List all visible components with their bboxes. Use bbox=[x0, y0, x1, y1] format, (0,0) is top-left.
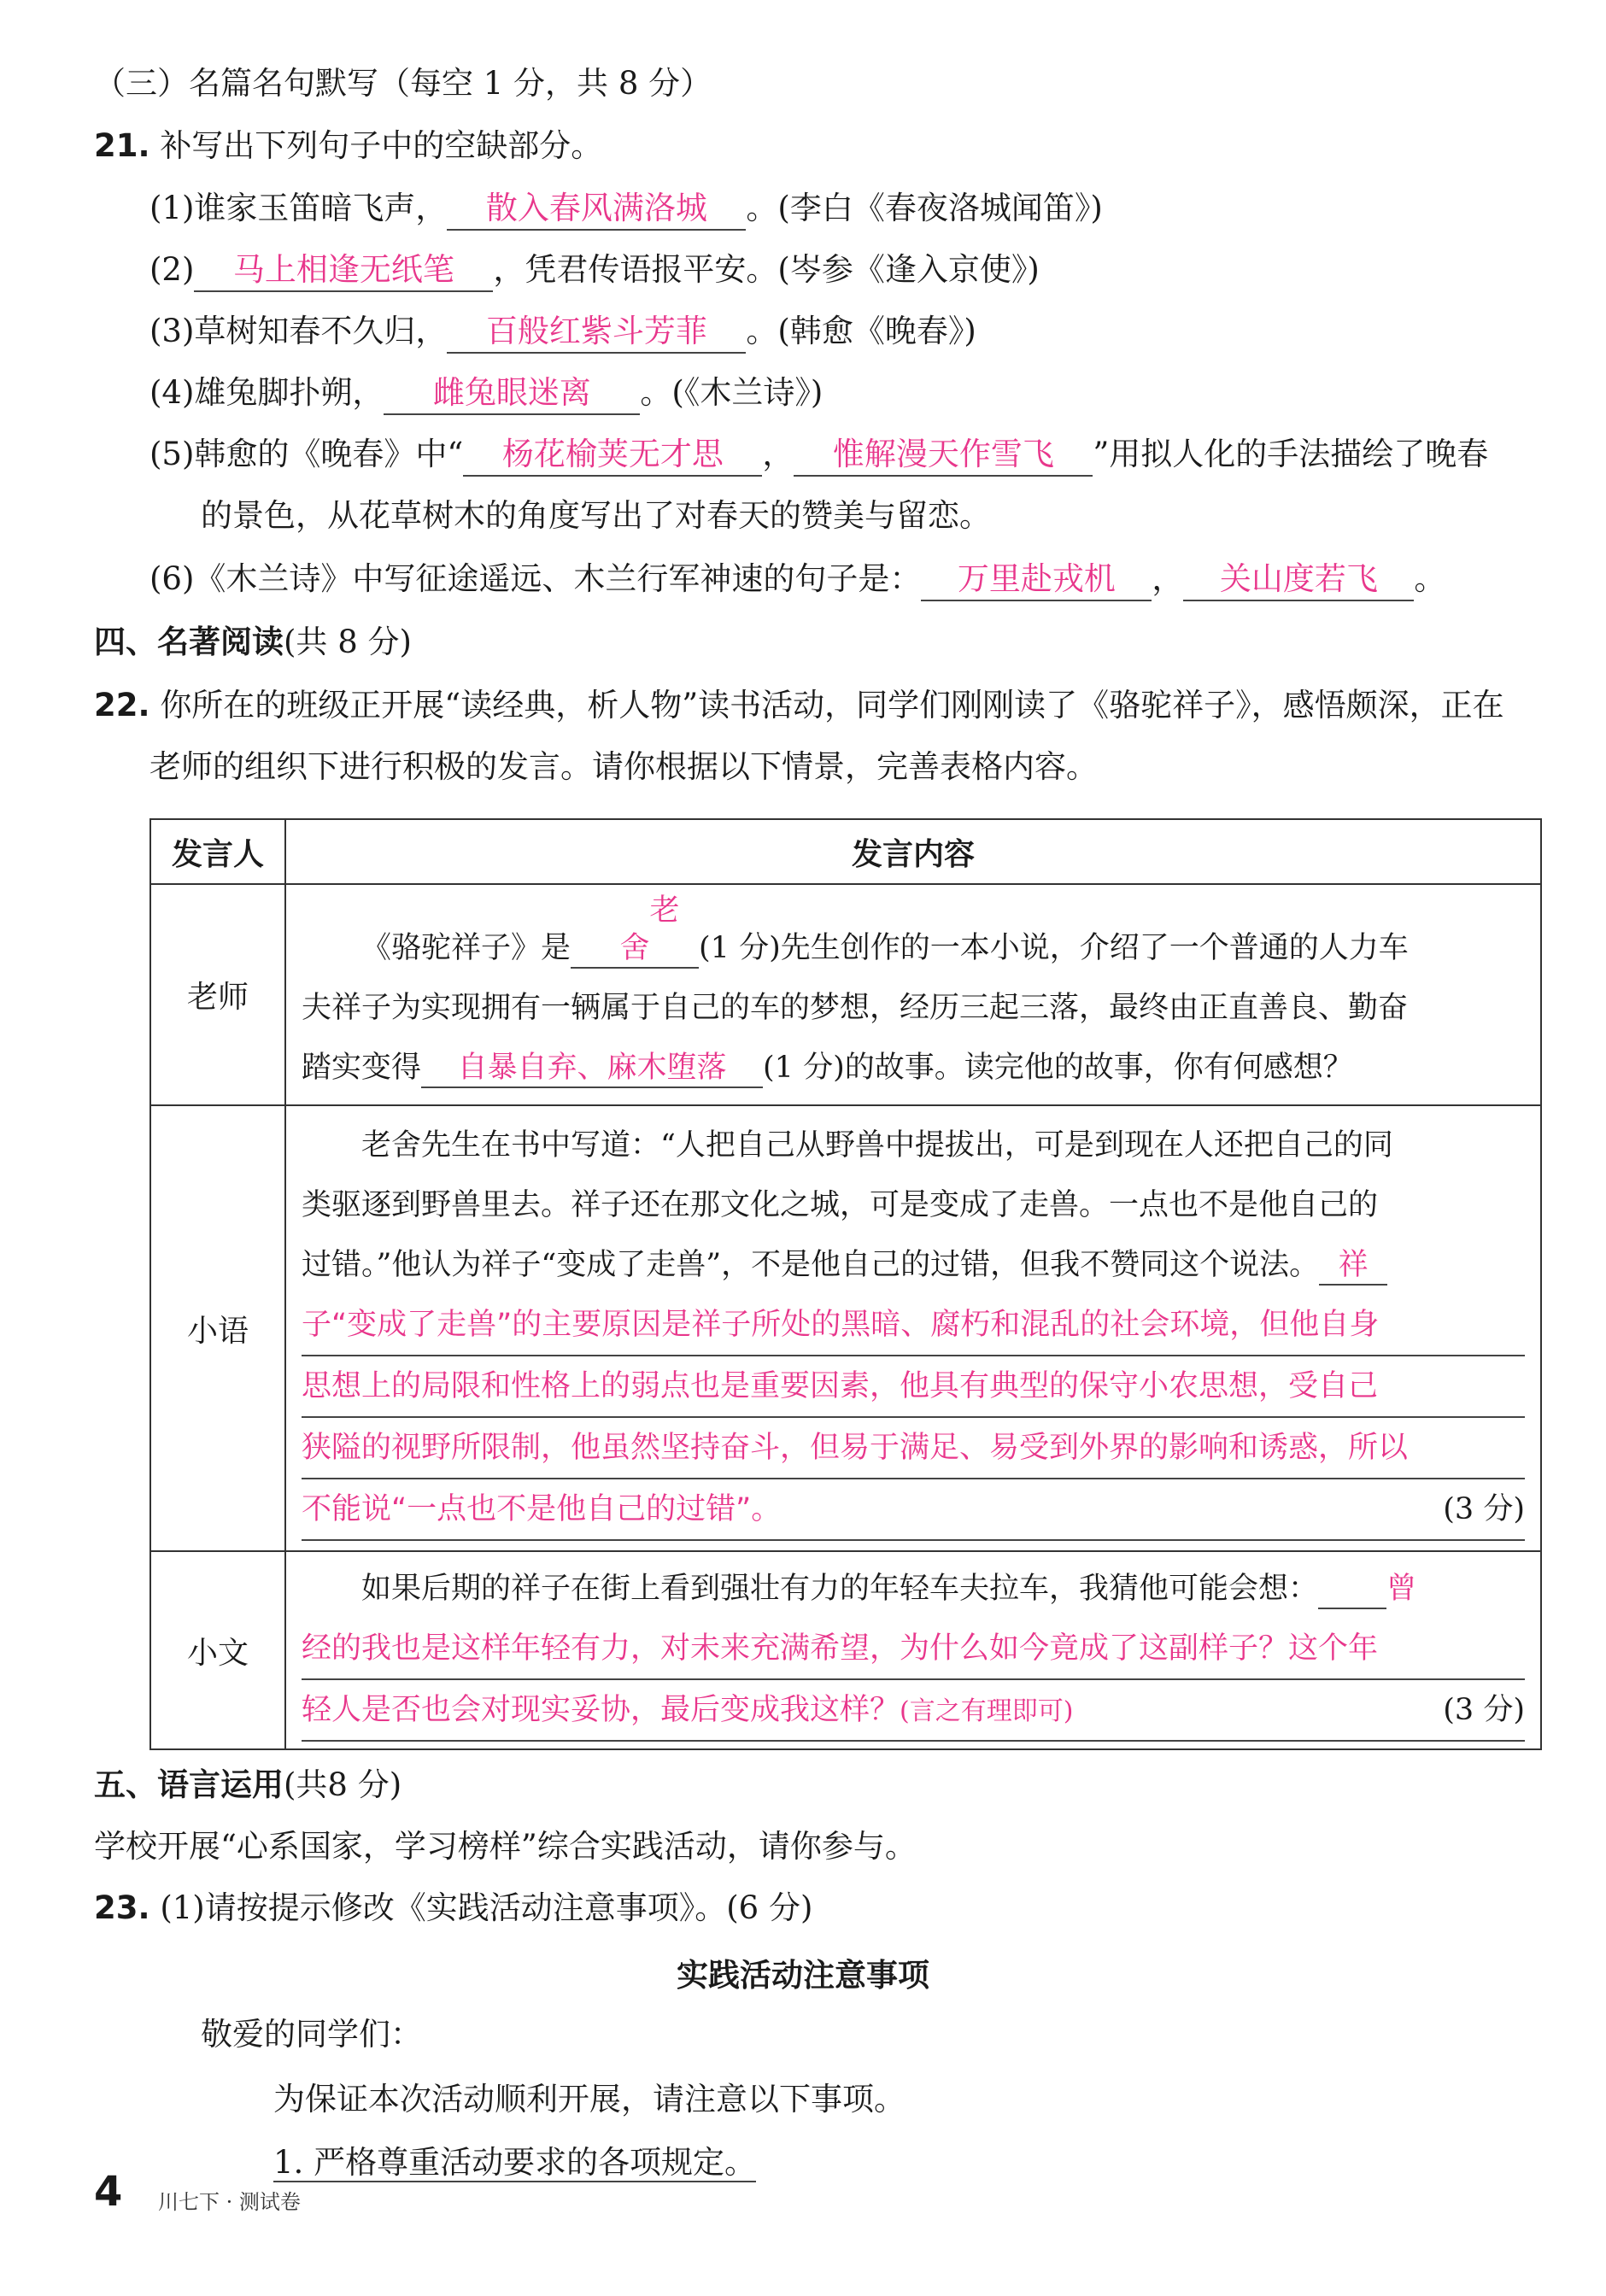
page-number: 4 bbox=[94, 2168, 123, 2216]
speaker-xiaowen: 小文 bbox=[150, 1551, 285, 1749]
section-title-5 bbox=[94, 1763, 402, 1807]
question-21-stem bbox=[94, 124, 602, 168]
item-text: ”用拟人化的手法描绘了晚春 bbox=[1093, 436, 1489, 472]
answer-field: 雌兔眼迷离 bbox=[384, 372, 640, 415]
item-text: 。(韩愈《晚春》) bbox=[746, 313, 976, 349]
item-text: ，凭君传语报平安。(岑参《逢入京使》) bbox=[493, 251, 1040, 288]
answer-field: 万里赴戎机 bbox=[921, 559, 1152, 601]
cell-text: (1 分)的故事。读完他的故事，你有何感想？ bbox=[763, 1051, 1353, 1085]
answer-field: 曾 bbox=[1318, 1570, 1386, 1609]
section-title-4 bbox=[94, 620, 412, 665]
q21-item-4 bbox=[149, 371, 823, 415]
score-label: (3 分) bbox=[1443, 1492, 1525, 1526]
column-header-speaker: 发言人 bbox=[150, 819, 285, 884]
table-row-xiaoyu bbox=[150, 1105, 1541, 1551]
question-text: (1)请按提示修改《实践活动注意事项》。(6 分) bbox=[160, 1889, 813, 1926]
answer-text: 轻人是否也会对现实妥协，最后变成我这样？ bbox=[302, 1693, 900, 1727]
question-number: 21. bbox=[94, 127, 150, 164]
q21-item-6 bbox=[149, 557, 1445, 601]
answer-text: 思想上的局限和性格上的弱点也是重要因素，他具有典型的保守小农思想，受自己 bbox=[302, 1369, 1379, 1403]
answer-field: 马上相逢无纸笔 bbox=[194, 249, 493, 292]
section-score: (共8 分) bbox=[284, 1766, 402, 1803]
item-text: (3)草树知春不久归， bbox=[149, 313, 448, 349]
notice-item-1 bbox=[273, 2141, 756, 2185]
content-teacher bbox=[285, 884, 1541, 1105]
footer-label: 川七下 · 测试卷 bbox=[158, 2190, 301, 2214]
answer-note: (言之有理即可) bbox=[900, 1696, 1074, 1726]
question-text: 你所在的班级正开展“读经典，析人物”读书活动，同学们刚刚读了《骆驼祥子》，感悟颇深，正在 bbox=[160, 687, 1504, 723]
cell-text: 《骆驼祥子》是 bbox=[361, 931, 571, 965]
section-title-3: （三）名篇名句默写（每空 1 分，共 8 分） bbox=[94, 65, 712, 102]
cell-text: (1 分)先生创作的一本小说，介绍了一个普通的人力车 bbox=[699, 931, 1409, 965]
speaker-xiaoyu: 小语 bbox=[150, 1105, 285, 1551]
table-row-teacher bbox=[150, 884, 1541, 1105]
score-label: (3 分) bbox=[1443, 1693, 1525, 1727]
cell-text: 踏实变得 bbox=[302, 1051, 422, 1085]
speech-table bbox=[149, 818, 1542, 1750]
answer-field: 杨花榆荚无才思 bbox=[463, 434, 762, 477]
content-xiaowen bbox=[285, 1551, 1541, 1749]
question-22-line1 bbox=[94, 683, 1504, 728]
answer-field: 关山度若飞 bbox=[1183, 559, 1414, 601]
section-heading: 五、语言运用 bbox=[94, 1766, 284, 1803]
column-header-content: 发言内容 bbox=[285, 819, 1541, 884]
notice-paragraph-1: 为保证本次活动顺利开展，请注意以下事项。 bbox=[273, 2081, 906, 2117]
answer-field: 百般红紫斗芳菲 bbox=[447, 311, 746, 354]
q21-item-1 bbox=[149, 186, 1103, 231]
answer-text: 狭隘的视野所限制，他虽然坚持奋斗，但易于满足、易受到外界的影响和诱惑，所以 bbox=[302, 1431, 1409, 1465]
notice-title: 实践活动注意事项 bbox=[677, 1957, 929, 1994]
item-text: (4)雄兔脚扑朔， bbox=[149, 374, 384, 411]
cell-text: 如果后期的祥子在街上看到强壮有力的年轻车夫拉车，我猜他可能会想： bbox=[361, 1572, 1319, 1606]
question-22-line2: 老师的组织下进行积极的发言。请你根据以下情景，完善表格内容。 bbox=[149, 748, 1098, 785]
cell-text: 过错。”他认为祥子“变成了走兽”，不是他自己的过错，但我不赞同这个说法。 bbox=[302, 1248, 1320, 1282]
q21-item-5-cont: 的景色，从花草树木的角度写出了对春天的赞美与留恋。 bbox=[201, 497, 991, 534]
item-text: 。(李白《春夜洛城闻笛》) bbox=[746, 190, 1103, 226]
underlined-sentence: 1. 严格尊重活动要求的各项规定。 bbox=[273, 2144, 757, 2181]
answer-text: 子“变成了走兽”的主要原因是祥子所处的黑暗、腐朽和混乱的社会环境，但他自身 bbox=[302, 1308, 1380, 1342]
cell-text: 类驱逐到野兽里去。祥子还在那文化之城，可是变成了走兽。一点也不是他自己的 bbox=[302, 1188, 1379, 1222]
answer-field: 祥 bbox=[1319, 1246, 1387, 1286]
section-5-intro: 学校开展“心系国家，学习榜样”综合实践活动，请你参与。 bbox=[94, 1828, 917, 1865]
answer-field: 自暴自弃、麻木堕落 bbox=[421, 1049, 763, 1088]
item-text: ， bbox=[762, 436, 794, 472]
answer-field: 惟解漫天作雪飞 bbox=[794, 434, 1093, 477]
q21-item-3 bbox=[149, 309, 976, 354]
question-text: 补写出下列句子中的空缺部分。 bbox=[160, 127, 603, 164]
question-23-stem bbox=[94, 1886, 812, 1930]
item-text: (2) bbox=[149, 251, 195, 288]
answer-field: 散入春风满洛城 bbox=[447, 188, 746, 231]
item-text: 。 bbox=[1414, 560, 1446, 597]
q21-item-2 bbox=[149, 248, 1040, 292]
table-row-xiaowen bbox=[150, 1551, 1541, 1749]
item-text: (6)《木兰诗》中写征途遥远、木兰行军神速的句子是： bbox=[149, 560, 922, 597]
cell-text: 老舍先生在书中写道：“人把自己从野兽中提拔出，可是到现在人还把自己的同 bbox=[361, 1128, 1393, 1163]
speaker-teacher: 老师 bbox=[150, 884, 285, 1105]
item-text: (5)韩愈的《晚春》中“ bbox=[149, 436, 464, 472]
table-header-row bbox=[150, 819, 1541, 884]
q21-item-5 bbox=[149, 432, 1488, 477]
content-xiaoyu bbox=[285, 1105, 1541, 1551]
cell-text: 夫祥子为实现拥有一辆属于自己的车的梦想，经历三起三落，最终由正直善良、勤奋 bbox=[302, 991, 1409, 1025]
answer-text: 经的我也是这样年轻有力，对未来充满希望，为什么如今竟成了这副样子？这个年 bbox=[302, 1631, 1379, 1666]
question-number: 22. bbox=[94, 687, 150, 723]
notice-greeting: 敬爱的同学们： bbox=[201, 2016, 422, 2053]
section-score: (共 8 分) bbox=[284, 624, 412, 660]
question-number: 23. bbox=[94, 1889, 150, 1926]
item-text: ， bbox=[1152, 560, 1184, 597]
item-text: (1)谁家玉笛暗飞声， bbox=[149, 190, 448, 226]
answer-field: 老舍 bbox=[571, 892, 699, 969]
section-heading: 四、名著阅读 bbox=[94, 624, 284, 660]
item-text: 。(《木兰诗》) bbox=[640, 374, 824, 411]
answer-text: 不能说“一点也不是他自己的过错”。 bbox=[302, 1492, 782, 1526]
